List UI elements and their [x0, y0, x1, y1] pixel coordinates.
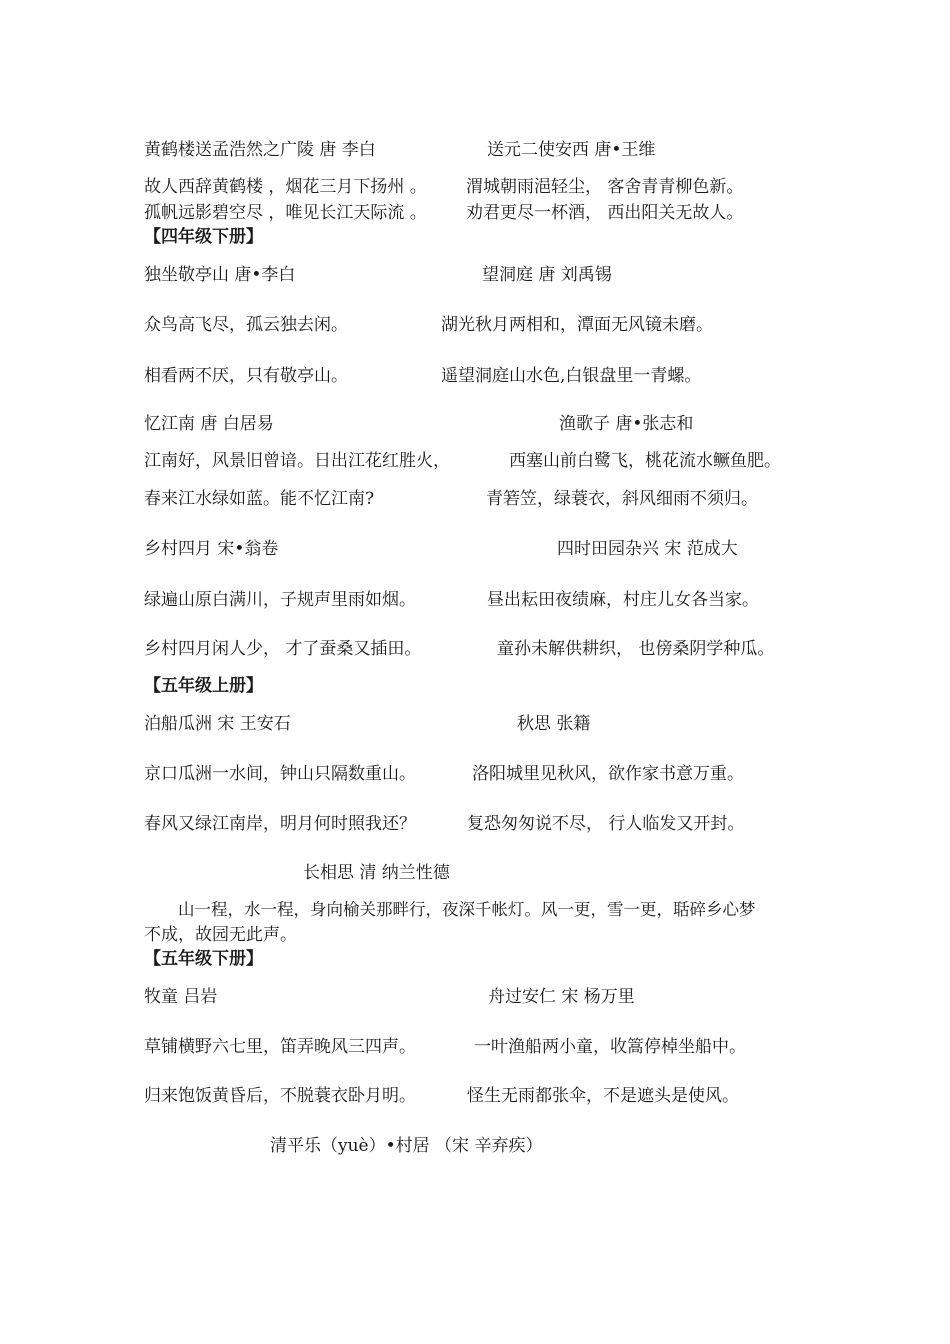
poem-title-huanghelou: 黄鹤楼送孟浩然之广陵 唐 李白	[144, 140, 376, 160]
poem-title-zhouguoanren: 舟过安仁 宋 杨万里	[488, 987, 635, 1007]
poem-line: 西塞山前白鹭飞，桃花流水鳜鱼肥。	[509, 451, 781, 471]
poem-line: 众鸟高飞尽，孤云独去闲。	[144, 315, 348, 335]
poem-line: 一叶渔船两小童，收篙停棹坐船中。	[474, 1037, 746, 1057]
poem-line: 昼出耘田夜绩麻，村庄儿女各当家。	[487, 590, 759, 610]
poem-line: 怪生无雨都张伞，不是遮头是使风。	[467, 1086, 739, 1106]
poem-line: 山一程，水一程，身向榆关那畔行，夜深千帐灯。风一更，雪一更，聒碎乡心梦	[178, 900, 756, 919]
poem-line: 故人西辞黄鹤楼 ，烟花三月下扬州 。	[144, 177, 427, 197]
poem-title-songyuaner: 送元二使安西 唐•王维	[487, 140, 656, 160]
poem-title-yugezi: 渔歌子 唐•张志和	[559, 414, 694, 434]
poem-title-qiusi: 秋思 张籍	[517, 714, 591, 734]
poem-line: 京口瓜洲一水间，钟山只隔数重山。	[144, 764, 416, 784]
poem-line: 童孙未解供耕织， 也傍桑阴学种瓜。	[497, 639, 775, 659]
poem-line: 不成，故园无此声。	[144, 925, 297, 945]
poem-line: 遥望洞庭山水色,白银盘里一青螺。	[441, 366, 702, 386]
poem-line: 青箬笠，绿蓑衣，斜风细雨不须归。	[486, 489, 758, 509]
poem-line: 乡村四月闲人少， 才了蚕桑又插田。	[144, 639, 422, 659]
poem-line: 春来江水绿如蓝。能不忆江南?	[144, 489, 375, 509]
poem-title-sishitianyuan: 四时田园杂兴 宋 范成大	[557, 539, 738, 559]
section-heading-grade4-second: 【四年级下册】	[144, 227, 263, 247]
section-heading-grade5-first: 【五年级上册】	[144, 676, 263, 696]
poem-title-wangdongting: 望洞庭 唐 刘禹锡	[482, 265, 612, 285]
poem-line: 渭城朝雨浥轻尘， 客舍青青柳色新。	[466, 177, 744, 197]
poem-title-dujingtingshan: 独坐敬亭山 唐•李白	[144, 265, 296, 285]
poem-title-qingpingle: 清平乐（yuè）•村居 （宋 辛弃疾）	[270, 1136, 543, 1156]
poem-line: 归来饱饭黄昏后，不脱蓑衣卧月明。	[144, 1086, 416, 1106]
poem-title-mutong: 牧童 吕岩	[144, 987, 218, 1007]
poem-line: 相看两不厌，只有敬亭山。	[144, 366, 348, 386]
poem-title-xiangcunsiyue: 乡村四月 宋•翁卷	[144, 539, 279, 559]
poem-line: 劝君更尽一杯酒， 西出阳关无故人。	[466, 203, 744, 223]
poem-line: 江南好，风景旧曾谙。日出江花红胜火，	[144, 451, 450, 471]
poem-line: 洛阳城里见秋风，欲作家书意万重。	[472, 764, 744, 784]
poem-line: 绿遍山原白满川，子规声里雨如烟。	[144, 590, 416, 610]
poem-title-changxiangsi: 长相思 清 纳兰性德	[303, 863, 450, 883]
poem-line: 孤帆远影碧空尽 ，唯见长江天际流 。	[144, 203, 427, 223]
poem-title-bochuanguazhou: 泊船瓜洲 宋 王安石	[144, 714, 291, 734]
section-heading-grade5-second: 【五年级下册】	[144, 949, 263, 969]
poem-line: 春风又绿江南岸，明月何时照我还？	[144, 814, 416, 834]
poem-line: 湖光秋月两相和，潭面无风镜未磨。	[441, 315, 713, 335]
poem-line: 草铺横野六七里，笛弄晚风三四声。	[144, 1037, 416, 1057]
poem-line: 复恐匆匆说不尽， 行人临发又开封。	[467, 814, 745, 834]
poem-title-yijiangnan: 忆江南 唐 白居易	[144, 414, 274, 434]
